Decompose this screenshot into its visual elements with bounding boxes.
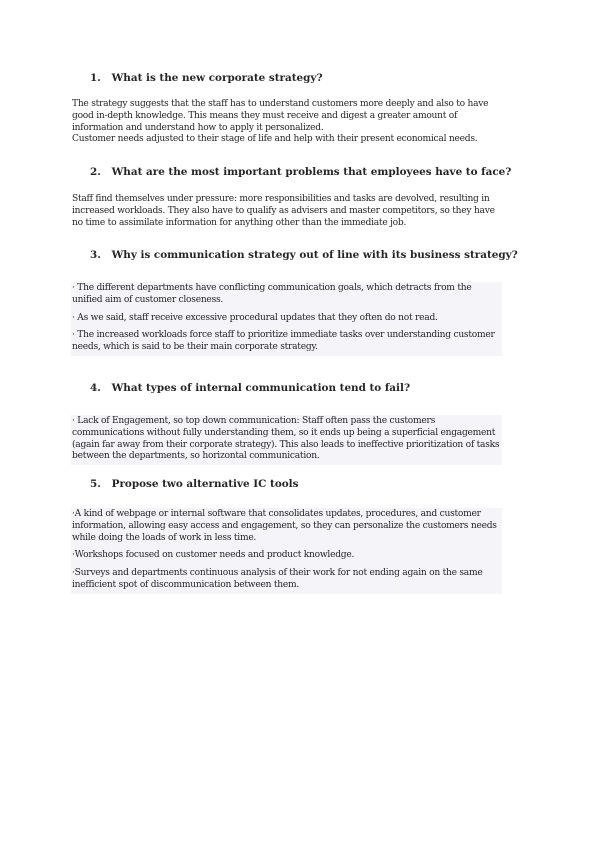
question-1-heading [90, 72, 530, 85]
answer-5-line: ·A kind of webpage or internal software that consolidates updates, procedures, and customer [72, 509, 481, 519]
question-4-heading [90, 382, 530, 395]
answer-1-line: good in-depth knowledge. This means they must receive and digest a greater amount of [72, 110, 458, 121]
answer-4-line: between the departments, so horizontal communication. [72, 451, 320, 462]
question-5-heading [90, 478, 530, 491]
answer-2-line: increased workloads. They also have to qualify as advisers and master competitors, so they have [72, 205, 495, 216]
question-1-number: 1. [90, 72, 101, 84]
answer-3-paragraph [72, 313, 501, 325]
answer-4-line: · Lack of Engagement, so top down communication: Staff often pass the customers [72, 416, 436, 426]
answer-1-line: Customer needs adjusted to their stage of life and help with their present economical needs. [72, 134, 478, 145]
answer-2-line: Staff find themselves under pressure: more responsibilities and tasks are devolved, resulting in [72, 194, 490, 204]
question-3-heading [90, 249, 530, 262]
answer-2 [72, 194, 512, 229]
answer-5-line: inefficient spot of discommunication between them. [72, 579, 300, 590]
answer-1-line: information and understand how to apply it personalized. [72, 122, 324, 133]
answer-1 [72, 99, 512, 146]
question-1-text: What is the new corporate strategy? [111, 72, 323, 84]
answer-5-line: ·Workshops focused on customer needs and product knowledge. [72, 550, 355, 561]
answer-2-line: no time to assimilate information for anything other than the immediate job. [72, 217, 407, 228]
answer-5-paragraph [72, 568, 501, 592]
answer-3 [71, 282, 502, 356]
question-2-number: 2. [90, 166, 101, 178]
answer-3-line: · As we said, staff receive excessive procedural updates that they often do not read. [72, 312, 438, 323]
question-5-text: Propose two alternative IC tools [111, 478, 299, 490]
answer-5-line: while doing the loads of work in less time. [72, 532, 257, 543]
answer-4-line: communications without fully understanding them, so it ends up being a superficial engagement [72, 427, 496, 438]
question-5-number: 5. [90, 478, 101, 490]
question-3-number: 3. [90, 249, 101, 261]
answer-5-line: information, allowing easy access and engagement, so they can personalize the customers needs [72, 520, 497, 531]
answer-4-line: (again far away from their corporate strategy). This also leads to ineffective prioritization of tasks [72, 439, 500, 450]
answer-1-line: The strategy suggests that the staff has to understand customers more deeply and also to have [72, 99, 489, 109]
answer-3-line: needs, which is said to be their main corporate strategy. [72, 342, 318, 353]
question-4-text: What types of internal communication tend to fail? [111, 382, 411, 394]
question-4-number: 4. [90, 382, 101, 394]
answer-5-line: ·Surveys and departments continuous analysis of their work for not ending again on the same [72, 568, 483, 579]
answer-3-paragraph [72, 330, 501, 354]
answer-5-paragraph [72, 550, 501, 562]
answer-3-paragraph [72, 283, 501, 307]
question-2-text: What are the most important problems that employees have to face? [111, 166, 512, 178]
answer-3-line: · The increased workloads force staff to prioritize immediate tasks over understanding customer [72, 330, 495, 341]
answer-3-line: · The different departments have conflicting communication goals, which detracts from the [72, 283, 472, 293]
question-2-heading [90, 166, 530, 179]
answer-5-paragraph [72, 509, 501, 544]
answer-4-paragraph [72, 416, 501, 463]
question-3-text: Why is communication strategy out of line with its business strategy? [111, 249, 518, 261]
answer-4 [71, 415, 502, 465]
answer-5 [71, 508, 502, 594]
answer-3-line: unified aim of customer closeness. [72, 294, 224, 305]
